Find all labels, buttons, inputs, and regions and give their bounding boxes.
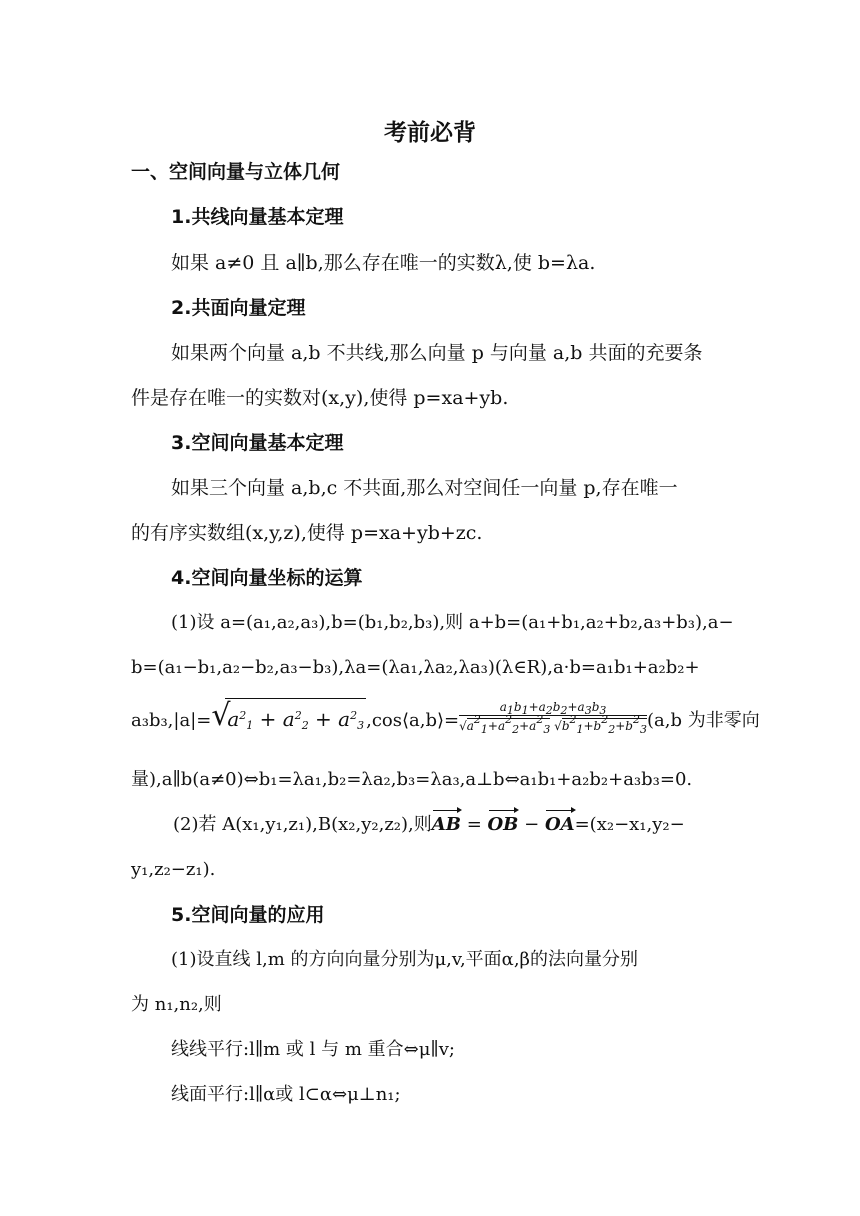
formula-text: (a,b 为非零向 xyxy=(647,710,760,731)
formula-text: ,cos⟨a,b⟩= xyxy=(366,710,460,731)
paragraph-line: 线面平行:l∥α或 l⊂α⇔μ⊥n₁; xyxy=(171,1084,401,1105)
page-title: 考前必背 xyxy=(384,120,476,146)
paragraph-line: 为 n₁,n₂,则 xyxy=(131,994,222,1015)
subsection-heading-5: 5.空间向量的应用 xyxy=(171,904,325,926)
formula-line: (1)设 a=(a₁,a₂,a₃),b=(b₁,b₂,b₃),则 a+b=(a₁+b₁,a₂+b₂,a₃+b₃),a− xyxy=(171,612,734,633)
formula-text: (2)若 A(x₁,y₁,z₁),B(x₂,y₂,z₂),则 xyxy=(173,814,432,835)
vector-AB: AB xyxy=(431,814,461,835)
formula-line: y₁,z₂−z₁). xyxy=(131,859,216,880)
paragraph-line: 线线平行:l∥m 或 l 与 m 重合⇔μ∥v; xyxy=(171,1039,455,1060)
paragraph-line: 的有序实数组(x,y,z),使得 p=xa+yb+zc. xyxy=(131,522,483,544)
formula-line-vector: (2)若 A(x₁,y₁,z₁),B(x₂,y₂,z₂),则AB = OB − OA=(x₂−x₁,y₂− xyxy=(173,814,685,835)
formula-line: 量),a∥b(a≠0)⇔b₁=λa₁,b₂=λa₂,b₃=λa₃,a⊥b⇔a₁b₁+a₂b₂+a₃b₃=0. xyxy=(131,769,693,790)
section-heading: 一、空间向量与立体几何 xyxy=(131,161,341,183)
paragraph-line: 如果三个向量 a,b,c 不共面,那么对空间任一向量 p,存在唯一 xyxy=(171,477,678,499)
subsection-heading-2: 2.共面向量定理 xyxy=(171,297,306,319)
vector-OB: OB xyxy=(487,814,519,835)
subsection-heading-3: 3.空间向量基本定理 xyxy=(171,432,344,454)
formula-line: b=(a₁−b₁,a₂−b₂,a₃−b₃),λa=(λa₁,λa₂,λa₃)(λ∈R),a·b=a₁b₁+a₂b₂+ xyxy=(131,657,700,678)
paragraph-line: 如果两个向量 a,b 不共线,那么向量 p 与向量 a,b 共面的充要条 xyxy=(171,342,703,364)
formula-text: =(x₂−x₁,y₂− xyxy=(574,814,685,835)
paragraph-line: (1)设直线 l,m 的方向向量分别为μ,v,平面α,β的法向量分别 xyxy=(171,949,638,970)
paragraph-line: 件是存在唯一的实数对(x,y),使得 p=xa+yb. xyxy=(131,387,509,409)
cosine-fraction: $\frac{a_1b_1+a_2b_2+a_3b_3}{√a^2_1+a^2_2+a^2_3 √b^2_1+b^2_2+b^2_3}$ xyxy=(459,699,647,736)
vector-OA: OA xyxy=(544,814,575,835)
subsection-heading-4: 4.空间向量坐标的运算 xyxy=(171,567,363,589)
formula-line-cos xyxy=(131,698,760,741)
formula-text: a₃b₃,|a|= xyxy=(131,710,212,731)
paragraph-line: 如果 a≠0 且 a∥b,那么存在唯一的实数λ,使 b=λa. xyxy=(171,252,596,274)
subsection-heading-1: 1.共线向量基本定理 xyxy=(171,206,344,228)
magnitude-sqrt: √ $a^2_1 + a^2_2 + a^2_3$ xyxy=(211,698,366,741)
